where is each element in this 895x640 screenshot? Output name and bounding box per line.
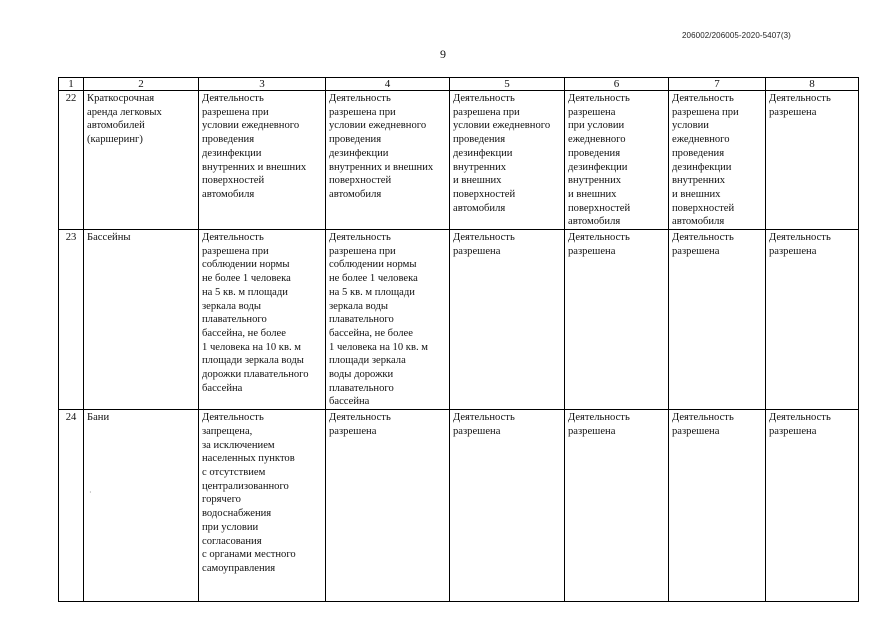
- table-cell: Деятельность разрешена: [766, 230, 859, 410]
- table-cell-activity: Бани: [84, 410, 199, 602]
- table-row: [59, 410, 859, 602]
- table-cell: Деятельность разрешена при соблюдении нормы не более 1 человека на 5 кв. м площади зеркала воды плавательного бассейна, не более 1 человека на 10 кв. м площади зеркала воды дорожки плавательного бассейна: [199, 230, 326, 410]
- table-cell-activity: Бассейны: [84, 230, 199, 410]
- table-cell: Деятельность разрешена: [450, 230, 565, 410]
- table-cell: Деятельность разрешена: [766, 91, 859, 230]
- table-cell: Деятельность разрешена: [669, 230, 766, 410]
- table-cell: Деятельность разрешена при соблюдении нормы не более 1 человека на 5 кв. м площади зеркала воды плавательного бассейна, не более 1 человека на 10 кв. м площади зеркала воды дорожки плавательного бассейна: [326, 230, 450, 410]
- column-header: 7: [669, 78, 766, 91]
- table-cell: Деятельность разрешена: [450, 410, 565, 602]
- table-cell: Деятельность разрешена: [565, 410, 669, 602]
- column-header: 4: [326, 78, 450, 91]
- column-header: 6: [565, 78, 669, 91]
- table-cell: Деятельность разрешена при условии ежедневного проведения дезинфекции внутренних и внешних поверхностей автомобиля: [565, 91, 669, 230]
- column-header: 5: [450, 78, 565, 91]
- table-cell: Деятельность разрешена при условии ежедневного проведения дезинфекции внутренних и внешних поверхностей автомобиля: [450, 91, 565, 230]
- table-cell-activity: Краткосрочная аренда легковых автомобилей (каршеринг): [84, 91, 199, 230]
- regulation-table: [58, 77, 859, 602]
- table-row: [59, 230, 859, 410]
- table-cell: Деятельность разрешена: [669, 410, 766, 602]
- table-header-row: [59, 78, 859, 91]
- table-cell: Деятельность разрешена при условии ежедневного проведения дезинфекции внутренних и внешних поверхностей автомобиля: [199, 91, 326, 230]
- table-cell: Деятельность разрешена при условии ежедневного проведения дезинфекции внутренних и внешних поверхностей автомобиля: [326, 91, 450, 230]
- row-number: 23: [59, 230, 84, 410]
- table-cell: Деятельность разрешена при условии ежедневного проведения дезинфекции внутренних и внешних поверхностей автомобиля: [669, 91, 766, 230]
- page-number: 9: [440, 47, 446, 61]
- column-header: 8: [766, 78, 859, 91]
- row-number: 22: [59, 91, 84, 230]
- table-cell: Деятельность запрещена, за исключением населенных пунктов с отсутствием централизованного горячего водоснабжения при условии согласования с органами местного самоуправления: [199, 410, 326, 602]
- row-number: 24: [59, 410, 84, 602]
- table-cell: Деятельность разрешена: [565, 230, 669, 410]
- table-cell: Деятельность разрешена: [766, 410, 859, 602]
- scan-speck: ·: [89, 488, 92, 497]
- column-header: 3: [199, 78, 326, 91]
- column-header: 1: [59, 78, 84, 91]
- table-row: [59, 91, 859, 230]
- document-id: 206002/206005-2020-5407(3): [682, 31, 791, 40]
- table-cell: Деятельность разрешена: [326, 410, 450, 602]
- column-header: 2: [84, 78, 199, 91]
